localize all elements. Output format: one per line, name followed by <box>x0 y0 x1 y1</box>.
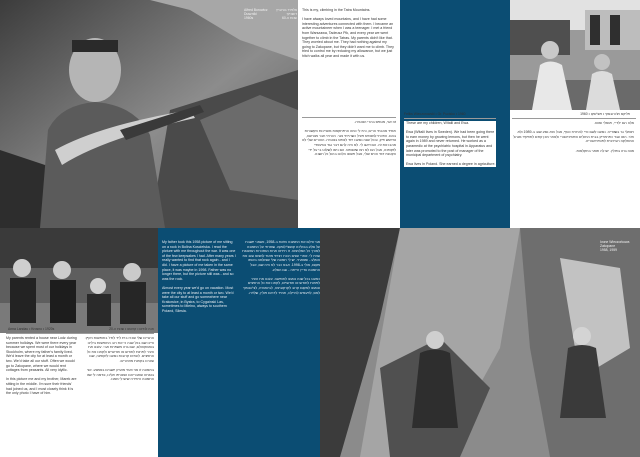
body-text-climbing-en: This is my, climbing in the Tatra Mountains. I have always loved mountains, and I have had some interesting adventures connected with them. I became an active mountaineer when I was a teenager. I met a friend from Warszawa, Tadeusz Pik, and every year we went together to climb in the Tatras. My parents didn't like that. They worried about me. They had nothing against my going to Zakopane, but they didn't want me to climb. They tried to control me by reducing my allowance, but we just hitch walks all year and made it with us. <box>302 8 394 58</box>
body-text-holidays-he: ההורים שלי שכרו בית ליד לודז' בחופשות הקיץ. היינו שם בכל שנה כי את רוב החופשות בילינו בסטוקהולם, שם גרה משפחת אבי. עזבנו את העיר לפחות לחודש או חודשיים ולקחנו את כל החפצים. לעתים קרובות נסענו לזקופנה, שם שכרנו בקתות מאיכרים. בתמונה זו אני ואחי מארק יושבים באמצע. אני בטוחה שחבריהם הצטרפו אלינו, ונדמה לי שזו התמונה היחידה שיש לי ממנו. <box>84 336 154 382</box>
body-text-holidays-en: My parents rented a house near Lodz during summer holidays. We were there every year because we spent most of our holidays in Stockholm, where my father's family lived. We'd leave the city for at least a month or two. We'd take all our stuff. Often we would go to Zakopane, where we would rent cottages from peasants. All very idyllic. In this picture me and my brother, Marek are sitting in the middle. I'm sure their friends' had joined us, and I most closely think it is the only photo I have of him. <box>6 336 77 396</box>
photo-children <box>510 0 640 110</box>
photo-caption-climber-en: Alfred Borowicz Duszniki 1960s <box>244 8 268 21</box>
photo-caption-climber-he: אלפרד בורוביץ דושניקי שנות ה-60 <box>276 8 297 21</box>
photo-family-group <box>0 228 158 333</box>
body-text-children-he: אלה הם ילדיי, ויטאלי ואווה. ויטאלי גר בשוודיה. נסענו לשם כדי להרוויח כסף, אבל הוא נסע שוב ב-1989 ולא חזר. הוא עבד כפרמדיק בבית החולים הפסיכיאטרי ולאחר מכן קודם לתפקיד מנהל המחלקה העירונית לפסיכיאטריה. אווה גרה בפולין. יש לה תואר בחקלאות. <box>513 121 634 153</box>
photo-caption-children-en: Feliks Wieczorowski • Gr. Pucisko • 1960 <box>404 112 466 116</box>
photo-caption-children-he: פליקס ויצ'ורובסקי • פוצ'יסקו • 1960 <box>580 112 630 116</box>
photo-rock-sitting <box>320 228 640 457</box>
photo-caption-family-he: חנה לנדאו • קרוסנו • שנות ה-20 <box>109 327 154 331</box>
photo-climber-tatra <box>0 0 298 228</box>
text-column-top-left <box>300 0 398 228</box>
body-text-rock-he: אבי צילם את התמונה הזאת ב-1958, כשאני יושבת על סלע בבולינה קושצ'ילסקה. שמרתי על התמונה לאורך כל המלחמה. זו הייתה אחת המזכרות המעטות שהיו לי. אחרי שנים רבות רציתי מאוד למצוא שוב את הסלע - ומצאתי. יש לי תמונה שלי שצולמה באותו מקום, אולי ב-1998. אבא כבר לא היה שם, אבל התמונה עדיין הייתה - וגם הסלע. כמעט בכל שנה נסענו לחופשה. עזבנו את העיר לפחות לחודש או חודשיים, לקחנו את כל החפצים ונסענו למקום קרוב לקרקוביצה, לביסטרה, לצ'יגנסקי לאס, לפעמים למיילנו, תמיד לדרום פולין, שלזיה. <box>242 240 320 295</box>
divider <box>512 118 636 119</box>
divider <box>302 117 396 118</box>
divider <box>404 118 496 119</box>
photo-caption-family-en: Anna Landau • Krosno • 1920s <box>8 327 55 331</box>
body-text-children-en: These are my children, Witalii and Ewa. Ewa (Witalii lives in Sweden). We had been going there to earn money by growing lemons, but then he went again in 1989 and never returned. He worked as a paramedic at the psychiatric hospital in Apparatus and later was promoted to the post of manager of the municipal department of psychiatry. Ewa lives in Poland. She earned a degree in agriculture. <box>406 121 496 167</box>
body-text-climbing-he: זה אני, מטפס בהרי הטטרה. תמיד אהבתי הרים, והיו לי כמה הרפתקאות מעניינות הקשורות בהם. הפכתי למטפס פעיל כשהייתי נער. הכרתי חבר מוורשה, טדאוש פיק, ובכל שנה נסענו יחד לטפס בטטרה. ההורים שלי לא אהבו את זה. הם דאגו לי. לא היה להם דבר נגד נסיעותיי לזקופנה, אבל הם לא רצו שאטפס. הם ניסו לשלוט בי על ידי הקטנת דמי הכיס שלי, אבל פשוט הלכנו ברגל כל השנה. <box>302 120 396 157</box>
body-text-rock-en: My father took this 1958 picture of me sitting on a rock in Bolina Koscielska. I read the picture with me throughout the war. It was one of the few keepsakes I had. After many years I really wanted to find that rock again - and I did. I have a picture of me taken in the same place, it was maybe in 1998. Father was no longer there, but the picture still was - and so was the rock. Almost every year we'd go on vacation. Most were the city to at least a month or two. We'd take all our stuff and go somewhere near Krakowice, in Bystra, to Cygainski Las, sometimes to Mielno, always to southern Poland, Silesia. <box>162 240 236 313</box>
divider <box>6 333 154 334</box>
photo-caption-rock-en: Ivone Wieczorkowa Zakopane 1958, 1959 <box>600 240 630 253</box>
